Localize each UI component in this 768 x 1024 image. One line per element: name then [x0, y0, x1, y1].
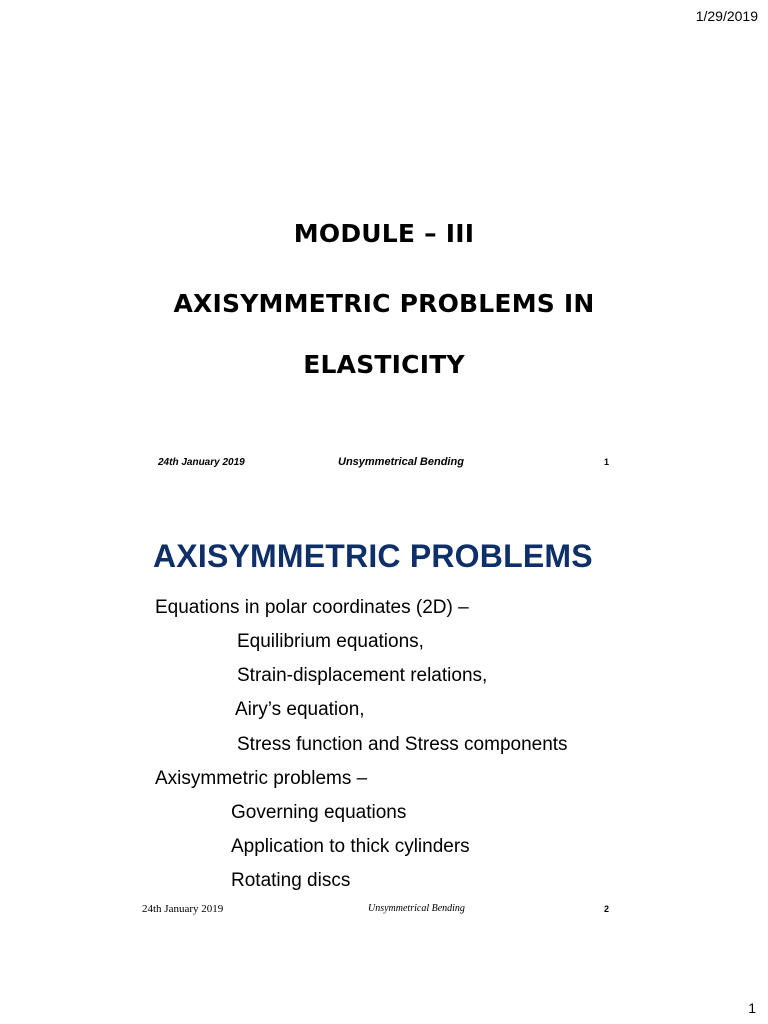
slide2-footer-number: 2 [604, 904, 610, 914]
slide2-line: Rotating discs [231, 870, 351, 891]
slide1-footer-date: 24th January 2019 [158, 457, 245, 468]
page-number: 1 [748, 1000, 756, 1016]
slide1-footer-number: 1 [604, 457, 610, 467]
slide1-title-line1: MODULE – III [293, 219, 475, 248]
slide2-title: AXISYMMETRIC PROBLEMS [153, 538, 593, 574]
slide2-line: Strain-displacement relations, [237, 665, 488, 686]
print-date: 1/29/2019 [695, 8, 758, 24]
slide2-footer-date: 24th January 2019 [142, 903, 224, 915]
slide2-line: Equilibrium equations, [237, 631, 424, 652]
slide2-line: Governing equations [231, 802, 407, 823]
slide2-line: Airy’s equation, [235, 699, 365, 720]
slide2-footer-title: Unsymmetrical Bending [368, 903, 465, 914]
slide2-line: Stress function and Stress components [237, 734, 568, 755]
slide2-line: Axisymmetric problems – [155, 768, 368, 789]
slide1-footer-title: Unsymmetrical Bending [338, 456, 464, 468]
slide2-line: Application to thick cylinders [231, 836, 470, 857]
slide1-title-line3: ELASTICITY [303, 350, 465, 379]
slide2-line: Equations in polar coordinates (2D) – [155, 597, 469, 618]
slide1-title-line2: AXISYMMETRIC PROBLEMS IN [173, 289, 595, 318]
